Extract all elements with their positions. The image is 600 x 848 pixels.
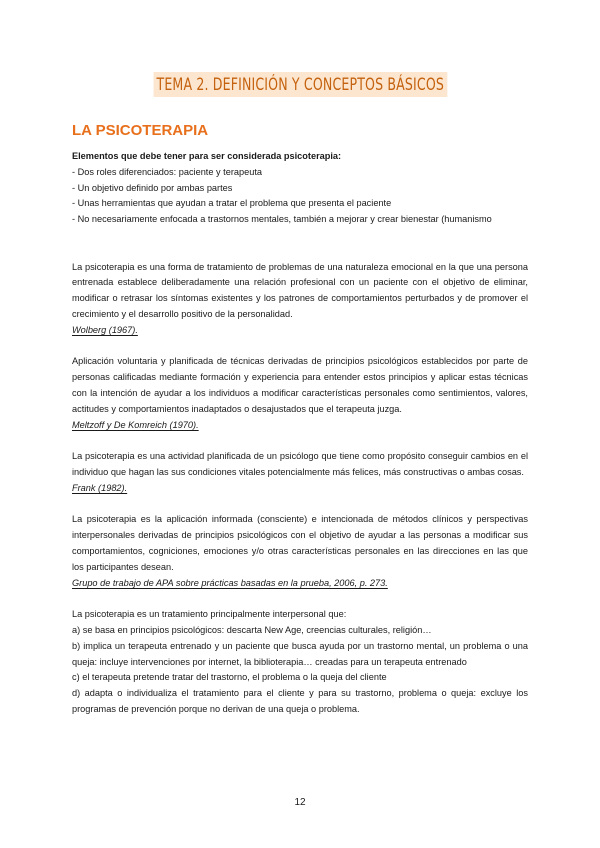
interpersonal-item: d) adapta o individualiza el tratamiento para el cliente y para su trastorno, problema o queja: excluye los programas de prevención porque no derivan de una queja o problema. xyxy=(72,688,528,714)
page-number: 12 xyxy=(294,797,306,808)
interpersonal-intro: La psicoterapia es un tratamiento principalmente interpersonal que: xyxy=(72,609,347,620)
spacer xyxy=(72,497,528,513)
interpersonal-item: b) implica un terapeuta entrenado y un paciente que busca ayuda por un trastorno mental, un problema o una queja: incluye intervenciones por internet, la biblioterapia… creadas para un terapeuta entrenado xyxy=(72,640,528,667)
interpersonal-item: c) el terapeuta pretende tratar del trastorno, el problema o la queja del cliente xyxy=(72,672,387,683)
elements-item: - Dos roles diferenciados: paciente y terapeuta xyxy=(72,166,262,177)
interpersonal-item: a) se basa en principios psicológicos: descarta New Age, creencias culturales, religión… xyxy=(72,624,432,635)
elements-item: - Unas herramientas que ayudan a tratar el problema que presenta el paciente xyxy=(72,198,392,209)
definition-citation: Wolberg (1967). xyxy=(72,324,138,335)
title-container xyxy=(0,72,600,97)
definition-citation: Frank (1982). xyxy=(72,482,128,493)
spacer xyxy=(72,228,528,244)
elements-heading: Elementos que debe tener para ser considerada psicoterapia: xyxy=(72,151,342,161)
spacer xyxy=(72,339,528,355)
definition-citation: Meltzoff y De Komreich (1970). xyxy=(72,419,199,430)
page-title: TEMA 2. DEFINICIÓN Y CONCEPTOS BÁSICOS xyxy=(153,72,446,97)
body-content xyxy=(72,149,528,718)
elements-item: - No necesariamente enfocada a trastornos mentales, también a mejorar y crear bienestar (humanismo xyxy=(72,214,492,225)
definition-text: Aplicación voluntaria y planificada de técnicas derivadas de principios psicológicos establecidos por parte de personas calificadas mediante formación y experiencia para entender estos principios y aplicar estas técnicas con la intención de ayudar a los individuos a modificar características personales como sentimientos, valores, actitudes y comportamientos inadaptados o desajustados que el terapeuta juzga. xyxy=(72,356,528,414)
definition-text: La psicoterapia es la aplicación informada (consciente) e intencionada de métodos clínicos y perspectivas interpersonales derivadas de principios psicológicos con el objetivo de ayudar a las personas a modificar sus comportamientos, cogniciones, emociones y/o otras características personales en las direcciones en las que los participantes desean. xyxy=(72,514,528,572)
spacer xyxy=(72,433,528,449)
definition-text: La psicoterapia es una forma de tratamiento de problemas de una naturaleza emocional en la que una persona entrenada establece deliberadamente una relación profesional con un paciente con el objetivo de eliminar, modificar o retrasar los síntomas existentes y los patrones de comportamientos perturbados y de promover el crecimiento y el desarrollo positivo de la personalidad. xyxy=(72,261,528,319)
definition-text: La psicoterapia es una actividad planificada de un psicólogo que tiene como propósito conseguir cambios en el individuo que hagan las sus condiciones vitales potencialmente más felices, más constructivas o ambas cosas. xyxy=(72,451,528,477)
elements-item: - Un objetivo definido por ambas partes xyxy=(72,182,233,193)
spacer xyxy=(72,591,528,607)
section-heading: LA PSICOTERAPIA xyxy=(72,122,209,139)
spacer xyxy=(72,244,528,260)
definition-citation: Grupo de trabajo de APA sobre prácticas basadas en la prueba, 2006, p. 273. xyxy=(72,577,388,588)
